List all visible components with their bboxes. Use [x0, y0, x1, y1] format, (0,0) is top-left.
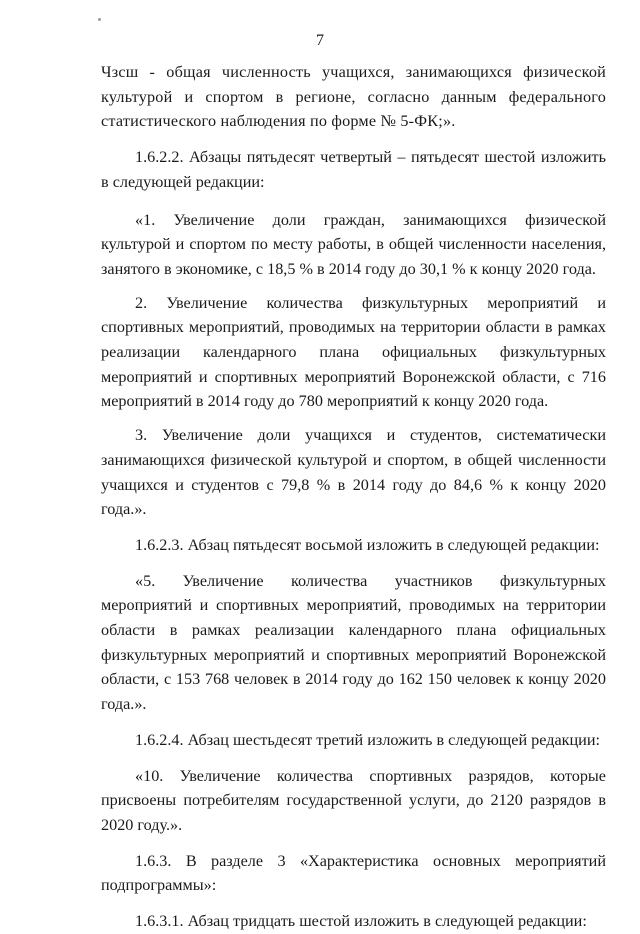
paragraph-amendment-1-6-3-1: 1.6.3.1. Абзац тридцать шестой изложить в следующей редакции: [135, 912, 587, 931]
paragraph-amendment-1-6-2-4: 1.6.2.4. Абзац шестьдесят третий изложить в следующей редакции: [135, 730, 600, 749]
paragraph-amendment-1-6-2-3: 1.6.2.3. Абзац пятьдесят восьмой изложить в следующей редакции: [135, 535, 600, 554]
document-body [101, 60, 606, 934]
paragraph-amendment-1-6-3: 1.6.3. В разделе 3 «Характеристика основных мероприятий подпрограммы»: [101, 851, 606, 895]
page-number: 7 [316, 32, 324, 49]
paragraph-indicator-10: «10. Увеличение количества спортивных разрядов, которые присвоены потребителям государственной услуги, до 2120 разрядов в 2020 году.». [101, 766, 606, 834]
paragraph-amendment-1-6-2-2: 1.6.2.2. Абзацы пятьдесят четвертый – пятьдесят шестой изложить в следующей редакции: [101, 148, 606, 191]
scan-speck [98, 18, 101, 21]
paragraph-indicator-3: 3. Увеличение доли учащихся и студентов, систематически занимающихся физической культурой и спортом, в общей численности учащихся и студентов с 79,8 % в 2014 году до 84,6 % к концу 2020 года.». [101, 426, 606, 519]
paragraph-formula-definition: Чзсш - общая численность учащихся, занимающихся физической культурой и спортом в регионе, согласно данным федерального статистического наблюдения по форме № 5-ФК;». [101, 63, 606, 131]
paragraph-indicator-5: «5. Увеличение количества участников физкультурных мероприятий и спортивных мероприятий, проводимых на территории области в рамках реализации календарного плана официальных физкультурных мероприятий и спортивных мероприятий Воронежской области, с 153 768 человек в 2014 году до 162 150 человек к концу 2020 года.». [101, 571, 606, 714]
paragraph-indicator-2: 2. Увеличение количества физкультурных мероприятий и спортивных мероприятий, проводимых на территории области в рамках реализации календарного плана официальных физкультурных мероприятий и спортивных мероприятий Воронежской области, с 716 мероприятий в 2014 году до 780 мероприятий к концу 2020 года. [101, 293, 606, 411]
paragraph-indicator-1: «1. Увеличение доли граждан, занимающихся физической культурой и спортом по месту работы, в общей численности населения, занятого в экономике, с 18,5 % в 2014 году до 30,1 % к концу 2020 года. [101, 210, 606, 278]
